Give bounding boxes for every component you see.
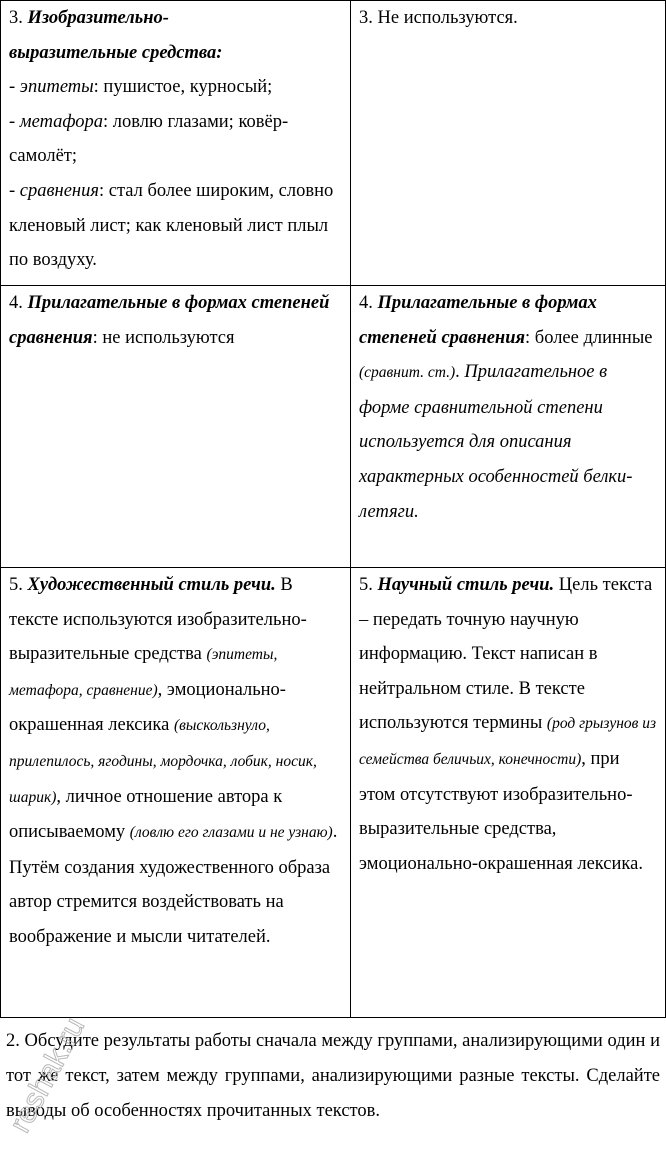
cell-number: 5. <box>9 575 23 595</box>
cell-text1-figurative-means <box>1 1 351 286</box>
term: эпитеты <box>19 77 94 98</box>
cell-text2-adjectives: 4. Прилагательные в формах степеней сравнения: более длинные (сравнит. ст.). Прилагательное в форме сравнительной степени используется для описания характерных особенностей белки-летяги. <box>351 286 666 568</box>
cell-number: 5. <box>359 575 373 595</box>
cell-text: 3. Не используются. <box>359 8 518 28</box>
term: метафора <box>19 111 104 132</box>
cell-note: (ловлю его глазами и не узнаю) <box>129 824 333 842</box>
cell-heading: выразительные средства: <box>9 42 223 63</box>
table-row <box>1 568 666 1018</box>
cell-text1-adjectives <box>1 286 351 568</box>
watermark-text: reshak.ru <box>3 1012 92 1138</box>
task-paragraph: 2. Обсудите результаты работы сначала между группами, анализирующими один и тот же текст, затем между группами, анализирующими разные тексты. Сделайте выводы об особенностях прочитанных текстов. <box>6 1031 660 1121</box>
cell-number: 4. <box>9 293 23 313</box>
table-row <box>1 1 666 286</box>
cell-text1-style: 5. Художественный стиль речи. В тексте используются изобразительно-выразительные средства (эпитеты, метафора, сравнение), эмоционально-окрашенная лексика (выскользнуло, прилепилось, ягодины, мордочка, лобик, носик, шарик), личное отношение автора к описываемому (ловлю его глазами и не узнаю). Путём создания художественного образа автор стремится воздействовать на воображение и мысли читателей. <box>1 568 351 1018</box>
cell-number: 4. <box>359 293 373 313</box>
cell-text: : более длинные <box>525 327 653 348</box>
table-row <box>1 286 666 568</box>
cell-text2-style: 5. Научный стиль речи. Цель текста – передать точную научную информацию. Текст написан в нейтральном стиле. В тексте используются термины (род грызунов из семейства беличьих, конечности), при этом отсутствуют изобразительно-выразительные средства, эмоционально-окрашенная лексика. <box>351 568 666 1018</box>
cell-heading: Изобразительно- <box>27 8 169 28</box>
cell-text2-figurative-means <box>351 1 666 286</box>
list-item: - метафора: ловлю глазами; ковёр-самолёт; <box>9 111 289 167</box>
cell-note: (род грызунов из семейства беличьих, конечности) <box>359 715 657 768</box>
cell-note: (сравнит. ст.) <box>359 364 456 382</box>
cell-heading: Научный стиль речи. <box>377 575 555 595</box>
term: сравнения <box>19 180 99 201</box>
cell-italic-text: Прилагательное в форме сравнительной степени используется для описания характерных особенностей белки-летяги. <box>359 362 633 522</box>
cell-text: : не используются <box>92 327 235 348</box>
cell-heading: Художественный стиль речи. <box>27 575 276 595</box>
cell-heading: Прилагательные в формах степеней сравнения <box>359 293 597 348</box>
list-item: - сравнения: стал более широким, словно кленовый лист; как кленовый лист плыл по воздуху. <box>9 180 334 271</box>
cell-note: (выскользнуло, прилепилось, ягодины, мордочка, лобик, носик, шарик) <box>9 717 317 806</box>
cell-number: 3. <box>9 8 23 28</box>
cell-note: (эпитеты, метафора, сравнение) <box>9 646 278 699</box>
list-item: - эпитеты: пушистое, курносый; <box>9 77 273 98</box>
cell-heading: Прилагательные в формах степеней сравнения <box>9 293 330 348</box>
